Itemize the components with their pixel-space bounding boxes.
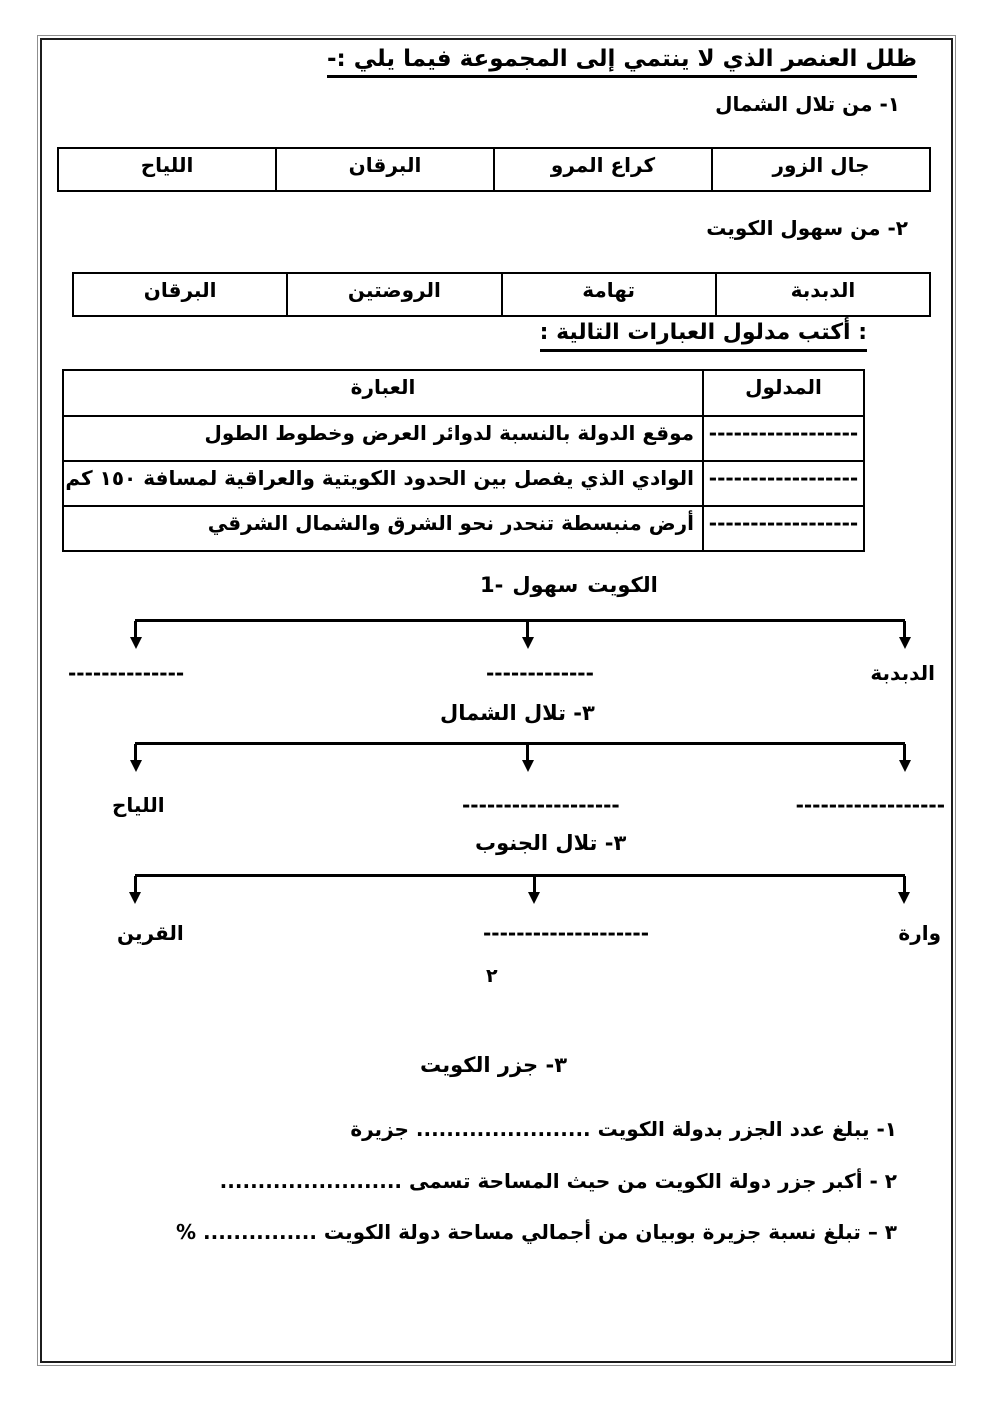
islands-section-heading: ٣- جزر الكويت [420, 1053, 568, 1077]
question-2-label: ٢- من سهول الكويت [706, 216, 908, 240]
arrow-down-icon [899, 637, 911, 649]
tree-node-blank: ------------------ [795, 793, 945, 817]
tree-node-blank: -------------- [68, 661, 185, 685]
tree-heading-number: 1- [480, 573, 504, 597]
table-cell: جال الزور [711, 149, 929, 190]
arrow-down-icon [522, 637, 534, 649]
tree-heading-north-hills: ٣- تلال الشمال [440, 701, 595, 725]
arrow-stem [134, 621, 137, 637]
arrow-down-icon [898, 892, 910, 904]
arrow-stem [903, 744, 906, 760]
tree-node-label: الدبدبة [870, 661, 935, 685]
arrow-stem [134, 744, 137, 760]
tree-node-label: القرين [117, 921, 184, 945]
arrow-stem [903, 621, 906, 637]
phrase-cell: موقع الدولة بالنسبة لدوائر العرض وخطوط الطول [64, 415, 702, 460]
arrow-down-icon [522, 760, 534, 772]
table-cell: الروضتين [286, 274, 500, 315]
tree-node-blank: ------------- [486, 661, 594, 685]
table-cell: تهامة [501, 274, 715, 315]
islands-question-2: ٢ - أكبر جزر دولة الكويت من حيث المساحة تسمى ........................ [219, 1169, 897, 1193]
arrow-down-icon [130, 637, 142, 649]
table-cell: البرقان [275, 149, 493, 190]
phrase-cell: الوادي الذي يفصل بين الحدود الكويتية والعراقية لمسافة ١٥٠ كم [64, 460, 702, 505]
tree-node-blank: -------------------- [483, 921, 650, 945]
meanings-section-heading: : أكتب مدلول العبارات التالية : [540, 320, 867, 352]
table-cell: اللياح [140, 153, 194, 177]
meaning-answer-blank: ------------------ [702, 460, 863, 505]
table-cell: كراع المرو [493, 149, 711, 190]
arrow-stem [533, 876, 536, 892]
arrow-down-icon [899, 760, 911, 772]
arrow-stem [526, 621, 529, 637]
arrow-down-icon [130, 760, 142, 772]
tree-heading-kuwait-plains [480, 573, 658, 597]
meaning-column-header: المدلول [702, 371, 863, 415]
meaning-answer-blank: ------------------ [702, 505, 863, 550]
tree-connector-line [135, 874, 905, 877]
arrow-down-icon [528, 892, 540, 904]
table-cell: الدبدبة [715, 274, 929, 315]
question-1-label: ١- من تلال الشمال [715, 92, 900, 116]
phrase-cell: أرض منبسطة تنحدر نحو الشرق والشمال الشرقي [64, 505, 702, 550]
table-cell: البرقان [143, 278, 217, 302]
phrase-meaning-table [62, 369, 865, 552]
tree-node-label: اللياح [112, 793, 165, 817]
page-number: ٢ [486, 965, 498, 987]
tree-heading-word: الكويت [587, 573, 658, 597]
tree-node-blank: ------------------- [462, 793, 620, 817]
tree-connector-line [135, 619, 905, 622]
main-title: ظلل العنصر الذي لا ينتمي إلى المجموعة فيما يلي :- [327, 46, 917, 78]
islands-question-1: ١- يبلغ عدد الجزر بدولة الكويت ....................... جزيرة [350, 1117, 897, 1141]
tree-node-label: وارة [898, 921, 941, 945]
phrase-column-header: العبارة [350, 375, 416, 399]
odd-one-out-table-kuwait-plains [72, 272, 931, 317]
odd-one-out-table-north-hills [57, 147, 931, 192]
arrow-stem [526, 744, 529, 760]
tree-connector-line [135, 742, 905, 745]
tree-heading-south-hills: ٣- تلال الجنوب [475, 831, 627, 855]
arrow-down-icon [129, 892, 141, 904]
arrow-stem [903, 876, 906, 892]
arrow-stem [134, 876, 137, 892]
meaning-answer-blank: ------------------ [702, 415, 863, 460]
tree-heading-word: سهول [512, 573, 579, 597]
islands-question-3: ٣ – تبلغ نسبة جزيرة بوبيان من أجمالي مساحة دولة الكويت ............... % [176, 1220, 897, 1244]
